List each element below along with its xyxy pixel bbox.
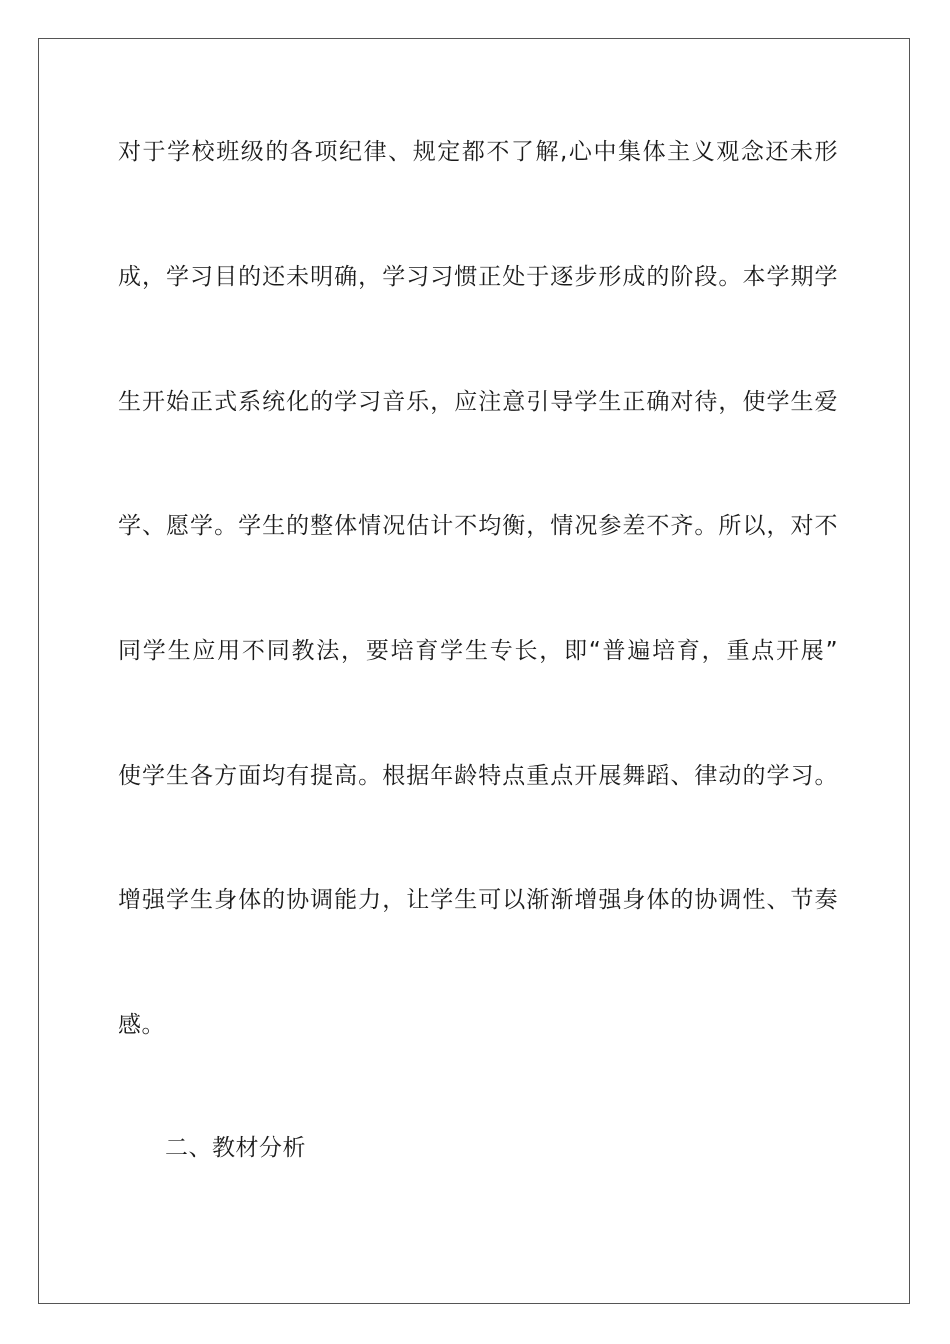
paragraph-line-2: 成，学习目的还未明确，学习习惯正处于逐步形成的阶段。本学期学: [118, 264, 838, 290]
section-heading: 二、教材分析: [165, 1135, 306, 1161]
paragraph-line-7: 增强学生身体的协调能力，让学生可以渐渐增强身体的协调性、节奏: [118, 887, 838, 913]
paragraph-line-5: 同学生应用不同教法，要培育学生专长，即“普遍培育，重点开展”: [118, 638, 838, 664]
paragraph-line-4: 学、愿学。学生的整体情况估计不均衡，情况参差不齐。所以，对不: [118, 513, 838, 539]
page-border: [38, 38, 910, 1304]
paragraph-line-8: 感。: [118, 1012, 165, 1038]
paragraph-line-3: 生开始正式系统化的学习音乐，应注意引导学生正确对待，使学生爱: [118, 389, 838, 415]
paragraph-line-6: 使学生各方面均有提高。根据年龄特点重点开展舞蹈、律动的学习。: [118, 763, 838, 789]
paragraph-line-1: 对于学校班级的各项纪律、规定都不了解,心中集体主义观念还未形: [118, 139, 838, 165]
